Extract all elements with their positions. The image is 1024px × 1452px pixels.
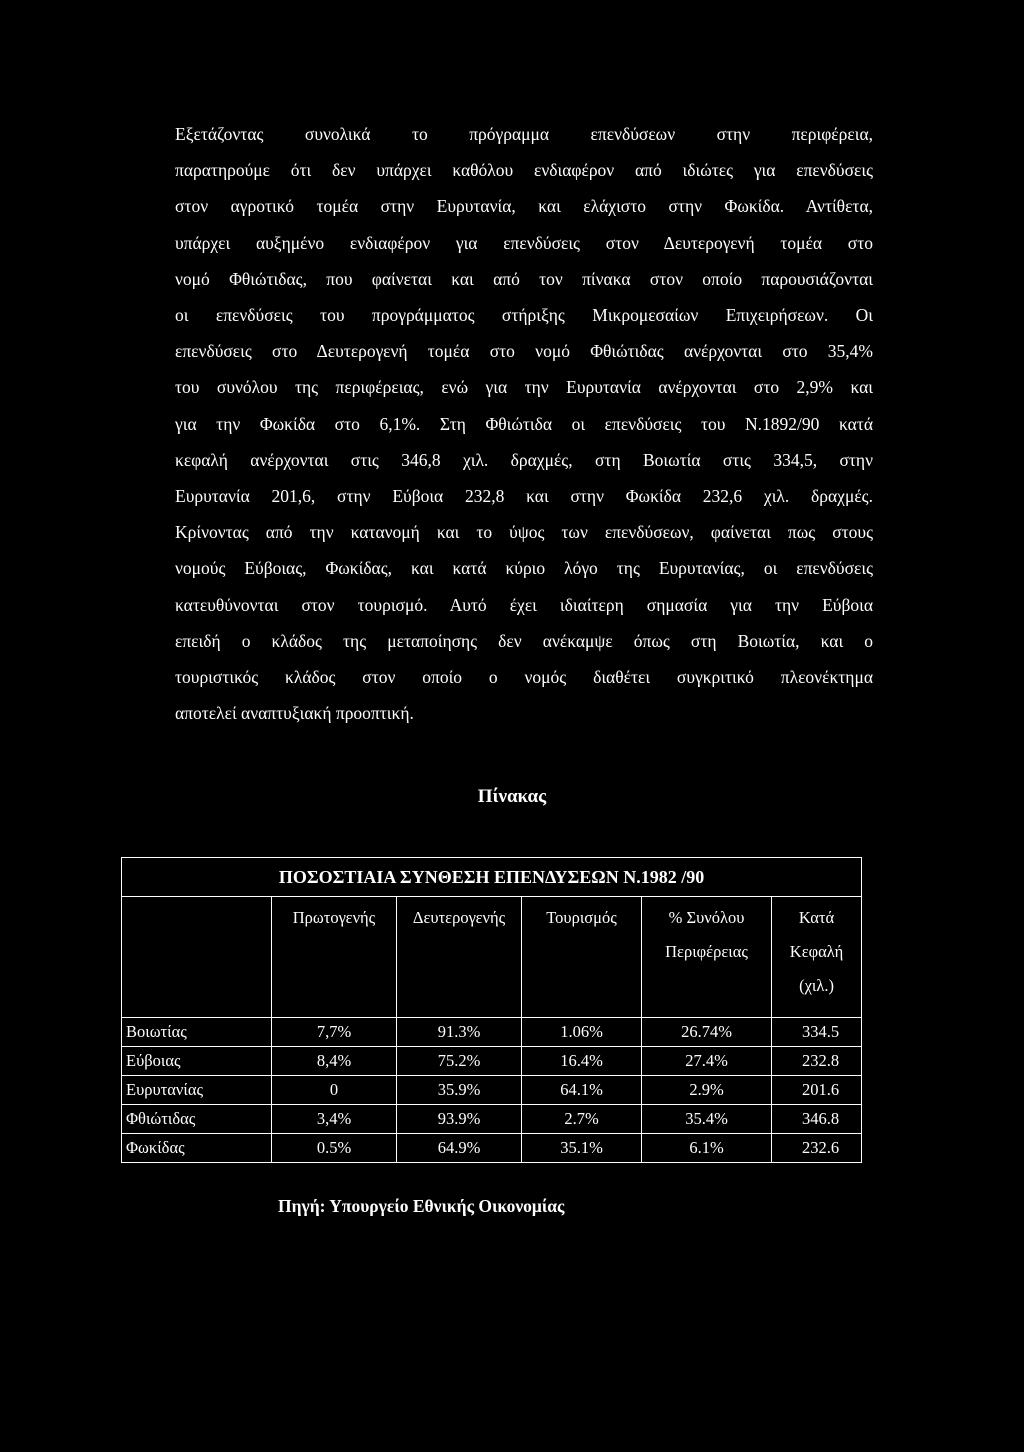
cell-value: 93.9% [397,1105,522,1134]
cell-value: 3,4% [272,1105,397,1134]
cell-value: 7,7% [272,1018,397,1047]
header-blank-cell [122,897,272,1018]
cell-value: 75.2% [397,1047,522,1076]
cell-value: 64.9% [397,1134,522,1163]
row-name: Φθιώτιδας [122,1105,272,1134]
cell-value: 26.74% [642,1018,772,1047]
cell-value: 91.3% [397,1018,522,1047]
cell-value: 35.4% [642,1105,772,1134]
cell-value: 201.6 [772,1076,862,1105]
cell-value: 0.5% [272,1134,397,1163]
table-row [122,1018,862,1047]
cell-value: 2.9% [642,1076,772,1105]
row-name: Φωκίδας [122,1134,272,1163]
table-row [122,1134,862,1163]
row-name: Εύβοιας [122,1047,272,1076]
cell-value: 16.4% [522,1047,642,1076]
cell-value: 0 [272,1076,397,1105]
cell-value: 346.8 [772,1105,862,1134]
cell-value: 35.1% [522,1134,642,1163]
paragraph-line: για την Φωκίδα στο 6,1%. Στη Φθιώτιδα οι επενδύσεις του Ν.1892/90 κατά [175,413,873,434]
cell-value: 6.1% [642,1134,772,1163]
paragraph-line: αποτελεί αναπτυξιακή προοπτική. [175,703,414,724]
header-primary: Πρωτογενής [272,897,397,1018]
cell-value: 64.1% [522,1076,642,1105]
table-row [122,1047,862,1076]
investment-table [121,857,862,1163]
paragraph-line: του συνόλου της περιφέρειας, ενώ για την Ευρυτανία ανέρχονται στο 2,9% και [175,377,873,398]
body-paragraph [175,116,873,731]
cell-value: 35.9% [397,1076,522,1105]
cell-value: 27.4% [642,1047,772,1076]
cell-value: 1.06% [522,1018,642,1047]
paragraph-line: κεφαλή ανέρχονται στις 346,8 χιλ. δραχμές, στη Βοιωτία στις 334,5, στην [175,449,873,470]
cell-value: 8,4% [272,1047,397,1076]
paragraph-line: επενδύσεις στο Δευτερογενή τομέα στο νομό Φθιώτιδας ανέρχονται στο 35,4% [175,341,873,362]
paragraph-line: νομό Φθιώτιδας, που φαίνεται και από τον πίνακα στον οποίο παρουσιάζονται [175,268,873,289]
header-tourism: Τουρισμός [522,897,642,1018]
paragraph-line: κατευθύνονται στον τουρισμό. Αυτό έχει ιδιαίτερη σημασία για την Εύβοια [175,594,873,615]
table-source: Πηγή: Υπουργείο Εθνικής Οικονομίας [278,1196,565,1216]
paragraph-line: Εξετάζοντας συνολικά το πρόγραμμα επενδύσεων στην περιφέρεια, [175,124,873,144]
cell-value: 232.8 [772,1047,862,1076]
paragraph-line: παρατηρούμε ότι δεν υπάρχει καθόλου ενδιαφέρον από ιδιώτες για επενδύσεις [175,160,873,181]
paragraph-line: επειδή ο κλάδος της μεταποίησης δεν ανέκαμψε όπως στη Βοιωτία, και ο [175,630,873,651]
table-caption: Πίνακας [477,786,547,807]
paragraph-line: Ευρυτανία 201,6, στην Εύβοια 232,8 και στην Φωκίδα 232,6 χιλ. δραχμές. [175,486,873,507]
table-row [122,1105,862,1134]
paragraph-line: νομούς Εύβοιας, Φωκίδας, και κατά κύριο λόγο της Ευρυτανίας, οι επενδύσεις [175,558,873,579]
cell-value: 232.6 [772,1134,862,1163]
row-name: Ευρυτανίας [122,1076,272,1105]
header-per-capita: Κατά Κεφαλή (χιλ.) [772,897,862,1018]
cell-value: 2.7% [522,1105,642,1134]
paragraph-line: τουριστικός κλάδος στον οποίο ο νομός διαθέτει συγκριτικό πλεονέκτημα [175,667,873,688]
cell-value: 334.5 [772,1018,862,1047]
table-row [122,1076,862,1105]
header-region-share: % Συνόλου Περιφέρειας [642,897,772,1018]
table-title: ΠΟΣΟΣΤΙΑΙΑ ΣΥΝΘΕΣΗ ΕΠΕΝΔΥΣΕΩΝ Ν.1982 /90 [122,858,862,897]
paragraph-line: Κρίνοντας από την κατανομή και το ύψος των επενδύσεων, φαίνεται πως στους [175,522,873,543]
header-secondary: Δευτερογενής [397,897,522,1018]
paragraph-line: οι επενδύσεις του προγράμματος στήριξης Μικρομεσαίων Επιχειρήσεων. Οι [175,305,873,326]
table-header-row [122,897,862,1018]
paragraph-line: στον αγροτικό τομέα στην Ευρυτανία, και ελάχιστο στην Φωκίδα. Αντίθετα, [175,196,873,217]
paragraph-line: υπάρχει αυξημένο ενδιαφέρον για επενδύσεις στον Δευτερογενή τομέα στο [175,232,873,253]
row-name: Βοιωτίας [122,1018,272,1047]
